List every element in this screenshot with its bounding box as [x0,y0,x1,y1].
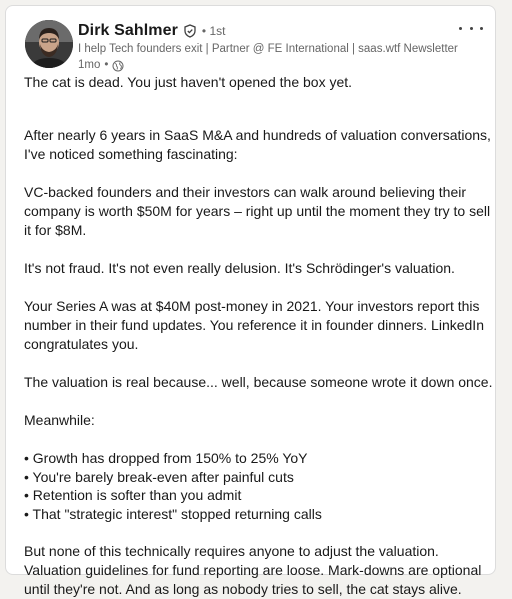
author-info [78,20,478,73]
author-avatar[interactable] [25,20,73,68]
bullet-item: • Growth has dropped from 150% to 25% YoY [24,450,308,466]
post-paragraph-3: VC-backed founders and their investors can walk around believing their company is worth $50M for years – right up until the moment they try to sell it for $8M. [24,184,491,238]
author-name[interactable]: Dirk Sahlmer [78,22,178,39]
post-paragraph-2: After nearly 6 years in SaaS M&A and hundreds of valuation conversations, I've noticed something fascinating: [24,127,491,162]
post-paragraph-8: But none of this technically requires anyone to adjust the valuation. Valuation guidelines for fund reporting are loose. Mark-downs are optional until they're not. And as long as nobody tries to sell, the cat stays alive. [24,543,482,597]
meta-separator: • [104,59,109,71]
more-options-icon-dot [470,27,473,30]
bullet-item: • That "strategic interest" stopped returning calls [24,505,322,522]
verified-shield-icon [183,24,197,38]
bullet-item: • Retention is softer than you admit [24,487,242,503]
author-headline: I help Tech founders exit | Partner @ FE International | saas.wtf Newsletter [78,43,458,55]
post-body [24,73,494,599]
post-paragraph-1: The cat is dead. You just haven't opened the box yet. [24,74,353,90]
more-options-icon-dot [480,27,483,30]
connection-degree-text: 1st [209,24,226,38]
bullet-list [24,449,494,523]
globe-icon [112,60,124,72]
post-paragraph-4: It's not fraud. It's not even really delusion. It's Schrödinger's valuation. [24,260,455,276]
connection-degree: • 1st [201,24,226,38]
bullet-item: • You're barely break-even after painful cuts [24,468,294,485]
more-options-icon [459,27,462,30]
more-options-button[interactable] [459,20,483,36]
post-paragraph-6: The valuation is real because... well, because someone wrote it down once. [24,374,493,390]
post-time[interactable]: 1mo [78,59,101,71]
post-paragraph-7: Meanwhile: [24,412,95,428]
author-name-row [78,20,478,42]
post-meta [78,58,478,73]
post-paragraph-5: Your Series A was at $40M post-money in 2021. Your investors report this number in their fund updates. You reference it in founder dinners. LinkedIn congratulates you. [24,298,484,352]
post-card [5,5,496,597]
